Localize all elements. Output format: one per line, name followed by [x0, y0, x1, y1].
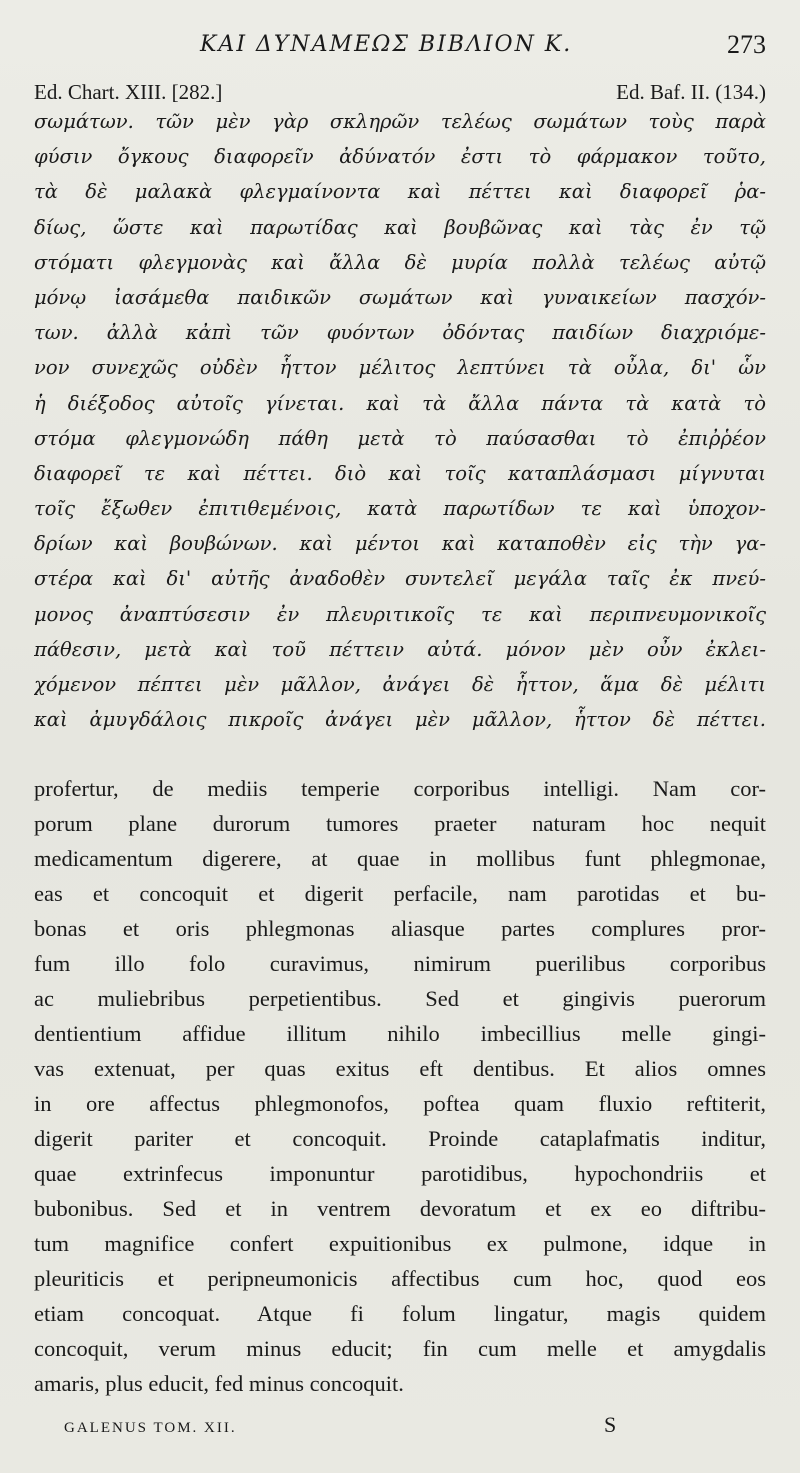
- basel-edition-ref: Ed. Baf. II. (134.): [616, 80, 766, 104]
- greek-line: δρίων καὶ βουβώνων. καὶ μέντοι καὶ καταποθὲν εἰς τὴν γα-: [34, 532, 766, 556]
- greek-line: μονος ἀναπτύσεσιν ἐν πλευριτικοῖς τε καὶ περιπνευμονικοῖς: [34, 602, 766, 626]
- greek-line: στέρα καὶ δι' αὐτῆς ἀναδοθὲν συντελεῖ μεγάλα ταῖς ἐκ πνεύ-: [34, 567, 766, 591]
- greek-line: στόματι φλεγμονὰς καὶ ἄλλα δὲ μυρία πολλὰ τελέως αὐτῷ: [34, 250, 766, 274]
- greek-line: φύσιν ὄγκους διαφορεῖν ἀδύνατόν ἐστι τὸ φάρμακον τοῦτο,: [34, 145, 766, 169]
- greek-line: σωμάτων. τῶν μὲν γὰρ σκληρῶν τελέως σωμάτων τοὺς παρὰ: [34, 110, 766, 133]
- greek-line: χόμενον πέπτει μὲν μᾶλλον, ἀνάγει δὲ ἧττον, ἅμα δὲ μέλιτι: [34, 673, 766, 696]
- latin-text-block: [34, 771, 766, 1401]
- latin-line: amaris, plus educit, fed minus concoquit.: [34, 1371, 404, 1396]
- latin-line: digerit pariter et concoquit. Proinde cataplafmatis inditur,: [34, 1126, 766, 1151]
- greek-line: διαφορεῖ τε καὶ πέττει. διὸ καὶ τοῖς καταπλάσμασι μίγνυται: [34, 461, 766, 485]
- greek-line: δίως, ὥστε καὶ παρωτίδας καὶ βουβῶνας καὶ τὰς ἐν τῷ: [34, 215, 766, 239]
- latin-line: bubonibus. Sed et in ventrem devoratum et ex eo diftribu-: [34, 1196, 766, 1221]
- greek-line: τοῖς ἔξωθεν ἐπιτιθεμένοις, κατὰ παρωτίδων τε καὶ ὑποχον-: [34, 497, 766, 521]
- latin-line: in ore affectus phlegmonofos, poftea quam fluxio reftiterit,: [34, 1091, 766, 1116]
- greek-line: μόνῳ ἰασάμεθα παιδικῶν σωμάτων καὶ γυναικείων πασχόν-: [34, 285, 766, 309]
- latin-line: quae extrinfecus imponuntur parotidibus, hypochondriis et: [34, 1161, 766, 1186]
- sheet-mark: S: [604, 1412, 617, 1437]
- latin-line: tum magnifice confert expuitionibus ex pulmone, idque in: [34, 1231, 766, 1256]
- latin-line: profertur, de mediis temperie corporibus intelligi. Nam cor-: [34, 776, 766, 801]
- latin-line: etiam concoquat. Atque fi folum lingatur, magis quidem: [34, 1301, 766, 1326]
- greek-line: στόμα φλεγμονώδη πάθη μετὰ τὸ παύσασθαι τὸ ἐπιῤῥέον: [34, 426, 766, 450]
- signature-line: GALENUS TOM. XII.: [64, 1420, 237, 1436]
- latin-line: pleuriticis et peripneumonicis affectibus cum hoc, quod eos: [34, 1266, 766, 1291]
- page-number: 273: [727, 30, 766, 59]
- latin-line: bonas et oris phlegmonas aliasque partes complures pror-: [34, 916, 766, 941]
- latin-line: eas et concoquit et digerit perfacile, nam parotidas et bu-: [34, 881, 766, 906]
- greek-line: καὶ ἀμυγδάλοις πικροῖς ἀνάγει μὲν μᾶλλον, ἧττον δὲ πέττει.: [34, 708, 766, 732]
- greek-line: των. ἀλλὰ κἀπὶ τῶν φυόντων ὀδόντας παιδίων διαχριόμε-: [34, 321, 766, 345]
- greek-line: τὰ δὲ μαλακὰ φλεγμαίνοντα καὶ πέττει καὶ διαφορεῖ ῥα-: [34, 180, 766, 204]
- greek-text-block: [34, 104, 766, 737]
- latin-line: ac muliebribus perpetientibus. Sed et gingivis puerorum: [34, 986, 766, 1011]
- greek-line: νον συνεχῶς οὐδὲν ἧττον μέλιτος λεπτύνει τὰ οὖλα, δι' ὧν: [34, 356, 766, 380]
- running-title: ΚΑΙ ΔΥΝΑΜΕΩΣ ΒΙΒΛΙΟΝ Κ.: [200, 32, 573, 57]
- greek-line: πάθεσιν, μετὰ καὶ τοῦ πέττειν αὐτά. μόνον μὲν οὖν ἐκλει-: [34, 637, 766, 661]
- greek-line: ἡ διέξοδος αὐτοῖς γίνεται. καὶ τὰ ἄλλα πάντα τὰ κατὰ τὸ: [34, 391, 766, 415]
- latin-line: dentientium affidue illitum nihilo imbecillius melle gingi-: [34, 1021, 766, 1046]
- latin-line: fum illo folo curavimus, nimirum puerilibus corporibus: [34, 951, 766, 976]
- latin-line: porum plane durorum tumores praeter naturam hoc nequit: [34, 811, 766, 836]
- latin-line: concoquit, verum minus educit; fin cum melle et amygdalis: [34, 1336, 766, 1361]
- page-footer: [34, 1412, 766, 1442]
- latin-line: vas extenuat, per quas exitus eft dentibus. Et alios omnes: [34, 1056, 766, 1081]
- latin-line: medicamentum digerere, at quae in mollibus funt phlegmonae,: [34, 846, 766, 871]
- running-head: [0, 30, 800, 70]
- chartier-edition-ref: Ed. Chart. XIII. [282.]: [34, 80, 223, 104]
